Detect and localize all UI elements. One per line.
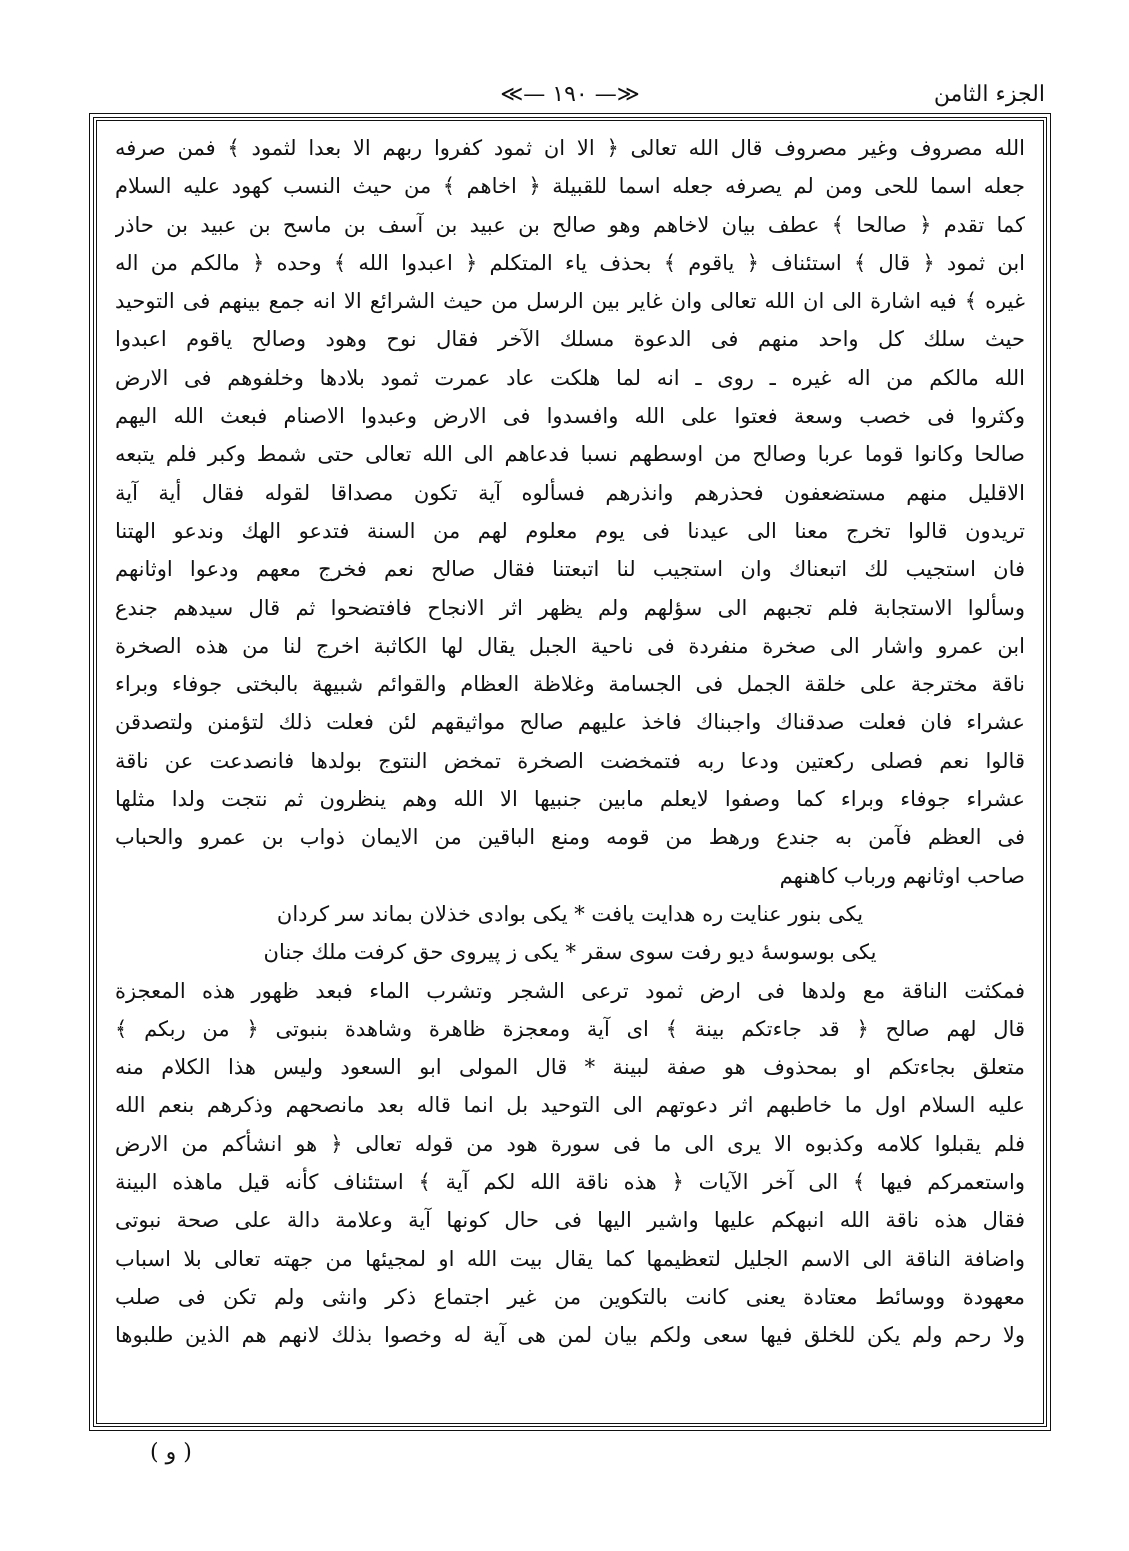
page-header bbox=[95, 82, 1045, 114]
text-line: قالوا نعم فصلى ركعتين ودعا ربه فتمخضت الصخرة تمخض النتوج بولدها فانصدعت عن ناقة bbox=[115, 748, 1025, 773]
text-line: كما تقدم ﴿ صالحا ﴾ عطف بيان لاخاهم وهو صالح بن عبيد بن آسف بن ماسح بن عبيد بن حاذر bbox=[115, 212, 1025, 237]
text-line: فمكثت الناقة مع ولدها فى ارض ثمود ترعى الشجر وتشرب الماء فبعد ظهور هذه المعجزة bbox=[115, 978, 1025, 1003]
text-line: وكثروا فى خصب وسعة فعتوا على الله وافسدوا فى الارض وعبدوا الاصنام فبعث الله اليهم bbox=[115, 404, 1025, 429]
verse-line: يكى بنور عنايت ره هدايت يافت * يكى بوادى خذلان بماند سر كردان bbox=[276, 901, 864, 926]
text-line: فلم يقبلوا كلامه وكذبوه الا يرى الى ما فى سورة هود من قوله تعالى ﴿ هو انشأكم من الارض bbox=[115, 1131, 1025, 1156]
page-number: ≪— ۱۹۰ —≫ bbox=[500, 82, 640, 107]
text-line: ابن ثمود ﴿ قال ﴾ استئناف ﴿ ياقوم ﴾ بحذف ياء المتكلم ﴿ اعبدوا الله ﴾ وحده ﴿ مالكم من اله bbox=[115, 250, 1025, 275]
text-line: واستعمركم فيها ﴾ الى آخر الآيات ﴿ هذه ناقة الله لكم آية ﴾ استئناف كأنه قيل ماهذه البينة bbox=[115, 1170, 1025, 1195]
text-line: ناقة مخترجة على خلقة الجمل فى الجسامة وغلاظة العظام والقوائم شبيهة بالبختى جوفاء وبراء bbox=[115, 672, 1025, 697]
text-line: فقال هذه ناقة الله انبهكم عليها واشير اليها فى حال كونها آية وعلامة دالة على صحة نبوتى bbox=[115, 1208, 1025, 1233]
ornament-left-icon: ≪— bbox=[594, 82, 640, 107]
text-line: فى العظم فآمن به جندع ورهط من قومه ومنع الباقين من الايمان ذواب بن عمرو والحباب bbox=[115, 825, 1025, 850]
text-line: عليه السلام اول ما خاطبهم اثر دعوتهم الى التوحيد بل انما قاله بعد مانصحهم وذكرهم بنعم الله bbox=[115, 1093, 1025, 1118]
part-label: الجزء الثامن bbox=[933, 82, 1045, 107]
text-line: غيره ﴾ فيه اشارة الى ان الله تعالى وان غاير بين الرسل من حيث الشرائع الا انه جمع بينهم فى التوحيد bbox=[115, 289, 1025, 314]
text-line: جعله اسما للحى ومن لم يصرفه جعله اسما للقبيلة ﴿ اخاهم ﴾ من حيث النسب كهود عليه السلام bbox=[115, 174, 1025, 199]
verse-line: يكى بوسوسهٔ ديو رفت سوى سقر * يكى ز پيروى حق كرفت ملك جنان bbox=[263, 940, 877, 965]
text-line: فان استجيب لك اتبعناك وان استجيب لنا اتبعتنا فقال صالح نعم فخرج معهم ودعوا اوثانهم bbox=[115, 557, 1025, 582]
text-line: الاقليل منهم مستضعفون فحذرهم وانذرهم فسألوه آية تكون مصداقا لقوله فقال أية آية bbox=[115, 480, 1025, 505]
text-line: صالحا وكانوا قوما عربا وصالح من اوسطهم نسبا فدعاهم الى الله تعالى حتى شمط وكبر فلم يتبعه bbox=[115, 442, 1025, 467]
text-line: معهودة ووسائط معتادة يعنى كانت بالتكوين من غير اجتماع ذكر وانثى ولم تكن فى صلب bbox=[115, 1284, 1025, 1309]
body-text bbox=[115, 129, 1025, 1355]
text-line: ابن عمرو واشار الى صخرة منفردة فى ناحية الجبل يقال لها الكاثبة اخرج لنا من هذه الصخرة bbox=[115, 633, 1025, 658]
text-line: عشراء فان فعلت صدقناك واجبناك فاخذ عليهم صالح مواثيقهم لئن فعلت ذلك لتؤمنن ولتصدقن bbox=[115, 710, 1025, 735]
ornament-right-icon: —≫ bbox=[500, 82, 546, 107]
text-line: عشراء جوفاء وبراء كما وصفوا لايعلم مابين جنبيها الا الله وهم ينظرون ثم نتجت ولدا مثلها bbox=[115, 787, 1025, 812]
text-line: حيث سلك كل واحد منهم فى الدعوة مسلك الآخر فقال نوح وهود وصالح ياقوم اعبدوا bbox=[115, 327, 1025, 352]
text-line: واضافة الناقة الى الاسم الجليل لتعظيمها كما يقال بيت الله او لمجيئها من جهته تعالى بلا اسباب bbox=[115, 1246, 1025, 1271]
text-line: متعلق بجاءتكم او بمحذوف هو صفة لبينة * قال المولى ابو السعود وليس هذا الكلام منه bbox=[115, 1055, 1025, 1080]
text-line: الله مصروف وغير مصروف قال الله تعالى ﴿ الا ان ثمود كفروا ربهم الا بعدا لثمود ﴾ فمن صرفه bbox=[115, 136, 1025, 160]
text-frame bbox=[93, 117, 1047, 1427]
text-line: تريدون قالوا تخرج معنا الى عيدنا فى يوم معلوم لهم من السنة فتدعو الهك وندعو الهتنا bbox=[115, 518, 1025, 543]
text-line: ولا رحم ولم يكن للخلق فيها سعى ولكم بيان لمن هى آية له وخصوا بذلك لانهم هم الذين طلبوها bbox=[115, 1323, 1025, 1348]
text-line: وسألوا الاستجابة فلم تجبهم الى سؤلهم ولم يظهر اثر الانجاح فافتضحوا ثم قال سيدهم جندع bbox=[115, 595, 1025, 620]
text-line: صاحب اوثانهم ورباب كاهنهم bbox=[779, 863, 1025, 888]
text-line: قال لهم صالح ﴿ قد جاءتكم بينة ﴾ اى آية ومعجزة ظاهرة وشاهدة بنبوتى ﴿ من ربكم ﴾ bbox=[115, 1016, 1025, 1041]
text-line: الله مالكم من اله غيره ـ روى ـ انه لما هلكت عاد عمرت ثمود بلادها وخلفوهم فى الارض bbox=[115, 365, 1025, 390]
signature-mark: ( و ) bbox=[150, 1440, 192, 1465]
